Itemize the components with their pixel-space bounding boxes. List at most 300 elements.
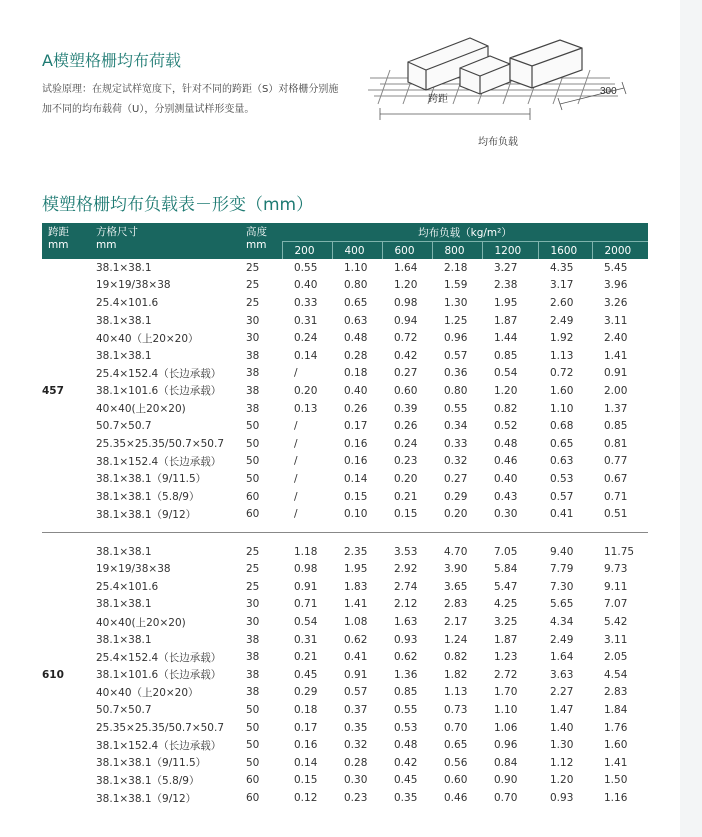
cell-deformation: 9.11	[604, 580, 628, 593]
table-row	[42, 294, 648, 312]
page-side-strip	[680, 0, 702, 837]
cell-deformation: 0.94	[394, 314, 418, 327]
cell-size: 25.4×101.6	[96, 580, 159, 593]
cell-deformation: 1.13	[444, 686, 468, 699]
cell-size: 38.1×38.1（9/11.5）	[96, 473, 207, 486]
cell-deformation: 1.10	[550, 402, 574, 415]
cell-deformation: 0.28	[344, 756, 368, 769]
cell-deformation: 0.24	[394, 437, 418, 450]
cell-deformation: 2.38	[494, 279, 518, 292]
cell-deformation: 2.12	[394, 598, 418, 611]
cell-deformation: 1.59	[444, 279, 468, 292]
cell-height: 30	[246, 616, 260, 629]
cell-deformation: 4.34	[550, 616, 574, 629]
cell-deformation: 0.91	[294, 580, 318, 593]
cell-deformation: 0.48	[394, 739, 418, 752]
cell-deformation: 2.40	[604, 332, 628, 345]
cell-deformation: 0.30	[344, 774, 368, 787]
table-row	[42, 736, 648, 754]
cell-deformation: 0.55	[444, 402, 468, 415]
table-row	[42, 701, 648, 719]
cell-deformation: 0.48	[494, 437, 518, 450]
cell-deformation: 0.23	[344, 792, 368, 805]
cell-deformation: 0.98	[394, 296, 418, 309]
cell-height: 38	[246, 686, 260, 699]
cell-size: 38.1×152.4（长边承载）	[96, 739, 222, 752]
cell-deformation: /	[294, 367, 298, 380]
table-row	[42, 561, 648, 579]
table-title: 模塑格栅均布负载表－形变（mm）	[42, 195, 314, 215]
cell-deformation: 7.30	[550, 580, 574, 593]
cell-deformation: 1.20	[550, 774, 574, 787]
table-row	[42, 470, 648, 488]
cell-deformation: 2.60	[550, 296, 574, 309]
cell-size: 50.7×50.7	[96, 704, 152, 717]
cell-deformation: 0.36	[444, 367, 468, 380]
cell-deformation: 0.53	[550, 472, 574, 485]
cell-deformation: 7.05	[494, 545, 518, 558]
cell-deformation: 1.87	[494, 633, 518, 646]
cell-height: 25	[246, 279, 260, 292]
cell-deformation: 2.83	[444, 598, 468, 611]
cell-deformation: 1.25	[444, 314, 468, 327]
cell-deformation: 0.17	[344, 420, 368, 433]
cell-deformation: 1.23	[494, 651, 518, 664]
cell-height: 38	[246, 367, 260, 380]
cell-deformation: 3.11	[604, 633, 628, 646]
cell-deformation: 5.47	[494, 580, 518, 593]
cell-size: 40×40（上20×20）	[96, 332, 199, 345]
cell-deformation: 0.82	[494, 402, 518, 415]
cell-deformation: 0.31	[294, 314, 318, 327]
cell-deformation: 0.40	[494, 472, 518, 485]
cell-deformation: 0.93	[550, 792, 574, 805]
cell-deformation: 0.29	[294, 686, 318, 699]
header-load-1600: 1600	[538, 242, 592, 260]
cell-height: 50	[246, 756, 260, 769]
cell-deformation: 0.18	[344, 367, 368, 380]
cell-deformation: 0.29	[444, 490, 468, 503]
table-row	[42, 666, 648, 684]
cell-deformation: 0.40	[294, 279, 318, 292]
cell-deformation: 0.84	[494, 756, 518, 769]
cell-deformation: 0.62	[394, 651, 418, 664]
cell-deformation: 1.18	[294, 545, 318, 558]
cell-size: 19×19/38×38	[96, 563, 171, 576]
cell-deformation: 0.20	[444, 508, 468, 521]
cell-deformation: 1.24	[444, 633, 468, 646]
cell-height: 60	[246, 774, 260, 787]
cell-deformation: 3.96	[604, 279, 628, 292]
cell-size: 38.1×38.1	[96, 545, 152, 558]
cell-deformation: 1.37	[604, 402, 628, 415]
cell-deformation: 1.50	[604, 774, 628, 787]
cell-deformation: 1.20	[494, 384, 518, 397]
cell-height: 30	[246, 314, 260, 327]
cell-height: 30	[246, 598, 260, 611]
cell-deformation: 0.30	[494, 508, 518, 521]
cell-deformation: 3.63	[550, 668, 574, 681]
cell-deformation: 3.65	[444, 580, 468, 593]
cell-deformation: 1.87	[494, 314, 518, 327]
cell-deformation: 0.41	[344, 651, 368, 664]
table-row	[42, 312, 648, 330]
cell-deformation: 2.83	[604, 686, 628, 699]
cell-deformation: 0.91	[344, 668, 368, 681]
cell-deformation: 0.91	[604, 367, 628, 380]
cell-deformation: 0.63	[344, 314, 368, 327]
cell-deformation: 0.35	[394, 792, 418, 805]
table-row	[42, 684, 648, 702]
table-row	[42, 453, 648, 471]
cell-deformation: 2.74	[394, 580, 418, 593]
cell-size: 25.4×152.4（长边承载）	[96, 651, 222, 664]
cell-height: 60	[246, 508, 260, 521]
cell-deformation: 0.98	[294, 563, 318, 576]
cell-deformation: 1.40	[550, 721, 574, 734]
table-row	[42, 347, 648, 365]
cell-deformation: 0.28	[344, 349, 368, 362]
cell-deformation: /	[294, 420, 298, 433]
cell-size: 38.1×38.1	[96, 633, 152, 646]
table-row	[42, 596, 648, 614]
cell-size: 38.1×101.6（长边承载）	[96, 669, 222, 682]
cell-deformation: 4.35	[550, 261, 574, 274]
dimension-lines	[380, 82, 626, 120]
cell-deformation: 2.72	[494, 668, 518, 681]
cell-deformation: 0.42	[394, 756, 418, 769]
cell-height: 50	[246, 472, 260, 485]
cell-deformation: 0.54	[494, 367, 518, 380]
header-load-2000: 2000	[592, 242, 648, 260]
cell-deformation: 1.82	[444, 668, 468, 681]
cell-deformation: 0.52	[494, 420, 518, 433]
cell-size: 38.1×38.1	[96, 349, 152, 362]
cell-deformation: 0.53	[394, 721, 418, 734]
header-load-600: 600	[382, 242, 432, 260]
cell-deformation: 0.14	[344, 472, 368, 485]
cell-deformation: 1.84	[604, 704, 628, 717]
header-load-400: 400	[332, 242, 382, 260]
cell-deformation: 0.60	[394, 384, 418, 397]
cell-size: 25.35×25.35/50.7×50.7	[96, 437, 225, 450]
cell-deformation: 4.25	[494, 598, 518, 611]
cell-deformation: 0.33	[444, 437, 468, 450]
cell-deformation: 1.47	[550, 704, 574, 717]
header-load-800: 800	[432, 242, 482, 260]
cell-deformation: 1.92	[550, 332, 574, 345]
cell-size: 38.1×38.1（9/12）	[96, 792, 197, 805]
cell-deformation: 3.17	[550, 279, 574, 292]
table-row	[42, 613, 648, 631]
cell-size: 38.1×38.1（9/11.5）	[96, 757, 207, 770]
cell-deformation: 0.35	[344, 721, 368, 734]
block-gap	[42, 523, 648, 533]
cell-deformation: 1.41	[604, 349, 628, 362]
cell-deformation: 1.60	[550, 384, 574, 397]
cell-size: 19×19/38×38	[96, 279, 171, 292]
cell-size: 50.7×50.7	[96, 420, 152, 433]
cell-deformation: 7.79	[550, 563, 574, 576]
cell-deformation: 9.73	[604, 563, 628, 576]
table-row	[42, 505, 648, 523]
cell-height: 50	[246, 455, 260, 468]
cell-height: 25	[246, 261, 260, 274]
table-row	[42, 543, 648, 561]
cell-deformation: 1.64	[394, 261, 418, 274]
cell-deformation: 1.83	[344, 580, 368, 593]
table-row	[42, 435, 648, 453]
cell-deformation: 0.65	[444, 739, 468, 752]
load-deformation-table	[42, 223, 648, 807]
cell-deformation: 0.72	[550, 367, 574, 380]
cell-size: 38.1×38.1（5.8/9）	[96, 774, 200, 787]
cell-deformation: 0.21	[294, 651, 318, 664]
cell-deformation: 0.68	[550, 420, 574, 433]
cell-deformation: 4.70	[444, 545, 468, 558]
cell-height: 38	[246, 668, 260, 681]
cell-deformation: 1.95	[494, 296, 518, 309]
cell-deformation: 2.49	[550, 633, 574, 646]
table-row	[42, 365, 648, 383]
cell-deformation: 0.14	[294, 756, 318, 769]
cell-deformation: 0.33	[294, 296, 318, 309]
cell-deformation: 0.72	[394, 332, 418, 345]
cell-deformation: 0.82	[444, 651, 468, 664]
cell-deformation: /	[294, 455, 298, 468]
cell-deformation: 0.54	[294, 616, 318, 629]
cell-height: 25	[246, 563, 260, 576]
cell-height: 38	[246, 384, 260, 397]
cell-deformation: 2.05	[604, 651, 628, 664]
cell-deformation: 1.16	[604, 792, 628, 805]
cell-deformation: 0.65	[550, 437, 574, 450]
cell-deformation: 0.18	[294, 704, 318, 717]
cell-deformation: 3.90	[444, 563, 468, 576]
header-height: 高度 mm	[240, 223, 282, 259]
cell-height: 50	[246, 437, 260, 450]
header-load: 均布负载（kg/m²）	[282, 223, 648, 242]
cell-size: 40×40(上20×20)	[96, 403, 186, 416]
cell-deformation: 0.17	[294, 721, 318, 734]
cell-deformation: 5.84	[494, 563, 518, 576]
section-a-title: A模塑格栅均布荷载	[42, 51, 181, 70]
cell-deformation: /	[294, 508, 298, 521]
cell-height: 50	[246, 721, 260, 734]
cell-deformation: 0.12	[294, 792, 318, 805]
illustration-caption: 均布负载	[478, 137, 518, 148]
cell-deformation: 0.13	[294, 402, 318, 415]
table-row	[42, 772, 648, 790]
span-value: 610	[42, 668, 64, 681]
cell-deformation: 1.63	[394, 616, 418, 629]
cell-deformation: 0.40	[344, 384, 368, 397]
cell-size: 25.4×101.6	[96, 296, 159, 309]
cell-deformation: 0.16	[294, 739, 318, 752]
header-span: 跨距 mm	[42, 223, 90, 259]
cell-deformation: 0.20	[394, 472, 418, 485]
table-row	[42, 259, 648, 277]
cell-deformation: 1.20	[394, 279, 418, 292]
cell-deformation: 0.71	[294, 598, 318, 611]
cell-deformation: 0.85	[494, 349, 518, 362]
cell-deformation: 0.62	[344, 633, 368, 646]
cell-deformation: 0.60	[444, 774, 468, 787]
cell-deformation: 0.45	[294, 668, 318, 681]
cell-deformation: 0.34	[444, 420, 468, 433]
cell-size: 38.1×38.1	[96, 261, 152, 274]
cell-deformation: 2.35	[344, 545, 368, 558]
cell-deformation: 1.95	[344, 563, 368, 576]
cell-deformation: 0.73	[444, 704, 468, 717]
cell-deformation: 5.42	[604, 616, 628, 629]
cell-height: 38	[246, 402, 260, 415]
span-value: 457	[42, 384, 64, 397]
cell-height: 30	[246, 332, 260, 345]
cell-deformation: 0.70	[444, 721, 468, 734]
cell-height: 38	[246, 651, 260, 664]
cell-deformation: 0.96	[494, 739, 518, 752]
cell-deformation: 0.31	[294, 633, 318, 646]
cell-deformation: 0.20	[294, 384, 318, 397]
cell-deformation: 2.92	[394, 563, 418, 576]
cell-deformation: 1.08	[344, 616, 368, 629]
cell-size: 38.1×38.1	[96, 314, 152, 327]
cell-deformation: 0.65	[344, 296, 368, 309]
cell-deformation: 0.55	[394, 704, 418, 717]
cell-deformation: 1.13	[550, 349, 574, 362]
cell-deformation: 0.71	[604, 490, 628, 503]
cell-deformation: 1.06	[494, 721, 518, 734]
cell-height: 50	[246, 420, 260, 433]
table-row	[42, 488, 648, 506]
cell-height: 25	[246, 545, 260, 558]
load-blocks	[408, 38, 582, 94]
cell-deformation: 0.16	[344, 455, 368, 468]
cell-deformation: 0.24	[294, 332, 318, 345]
cell-deformation: 0.48	[344, 332, 368, 345]
table-row	[42, 277, 648, 295]
cell-size: 25.4×152.4（长边承载）	[96, 367, 222, 380]
cell-deformation: 4.54	[604, 668, 628, 681]
cell-deformation: 0.14	[294, 349, 318, 362]
cell-deformation: 0.96	[444, 332, 468, 345]
cell-deformation: 0.37	[344, 704, 368, 717]
cell-deformation: 0.15	[294, 774, 318, 787]
cell-size: 40×40（上20×20）	[96, 686, 199, 699]
table-row	[42, 329, 648, 347]
cell-deformation: 0.26	[394, 420, 418, 433]
cell-deformation: 3.26	[604, 296, 628, 309]
cell-size: 25.35×25.35/50.7×50.7	[96, 721, 225, 734]
cell-deformation: 1.76	[604, 721, 628, 734]
cell-deformation: 5.65	[550, 598, 574, 611]
cell-deformation: 0.10	[344, 508, 368, 521]
table-row	[42, 719, 648, 737]
cell-deformation: 0.93	[394, 633, 418, 646]
cell-deformation: 0.27	[394, 367, 418, 380]
cell-deformation: 1.10	[494, 704, 518, 717]
cell-deformation: 9.40	[550, 545, 574, 558]
cell-height: 50	[246, 739, 260, 752]
cell-deformation: 2.27	[550, 686, 574, 699]
table-row	[42, 648, 648, 666]
cell-deformation: 1.64	[550, 651, 574, 664]
cell-deformation: 2.17	[444, 616, 468, 629]
cell-deformation: 0.85	[604, 420, 628, 433]
cell-deformation: 1.41	[344, 598, 368, 611]
cell-deformation: 0.45	[394, 774, 418, 787]
cell-height: 50	[246, 704, 260, 717]
cell-deformation: 0.80	[444, 384, 468, 397]
cell-deformation: 0.67	[604, 472, 628, 485]
cell-height: 38	[246, 349, 260, 362]
span-label: 跨距	[428, 94, 448, 105]
cell-deformation: 0.56	[444, 756, 468, 769]
cell-deformation: 0.90	[494, 774, 518, 787]
cell-height: 38	[246, 633, 260, 646]
cell-deformation: /	[294, 490, 298, 503]
table-row	[42, 578, 648, 596]
table-row	[42, 382, 648, 400]
table-row	[42, 631, 648, 649]
cell-deformation: 0.16	[344, 437, 368, 450]
cell-size: 38.1×38.1（9/12）	[96, 508, 197, 521]
cell-deformation: 1.30	[550, 739, 574, 752]
cell-deformation: 0.15	[344, 490, 368, 503]
cell-deformation: 1.70	[494, 686, 518, 699]
cell-deformation: 0.57	[344, 686, 368, 699]
cell-deformation: 2.49	[550, 314, 574, 327]
cell-deformation: 0.21	[394, 490, 418, 503]
cell-size: 38.1×38.1（5.8/9）	[96, 491, 200, 504]
cell-deformation: 0.15	[394, 508, 418, 521]
cell-deformation: 0.51	[604, 508, 628, 521]
cell-deformation: 0.46	[444, 792, 468, 805]
header-size: 方格尺寸 mm	[90, 223, 240, 259]
cell-deformation: 0.27	[444, 472, 468, 485]
cell-height: 60	[246, 792, 260, 805]
cell-deformation: 1.12	[550, 756, 574, 769]
cell-deformation: /	[294, 437, 298, 450]
cell-deformation: 2.00	[604, 384, 628, 397]
section-a-description: 试验原理：在规定试样宽度下，针对不同的跨距（S）对格栅分别施加不同的均布载荷（U），分别测量试样形变量。	[42, 84, 339, 115]
table-row	[42, 789, 648, 807]
cell-deformation: 0.81	[604, 437, 628, 450]
cell-deformation: 1.44	[494, 332, 518, 345]
header-load-200: 200	[282, 242, 332, 260]
cell-deformation: 1.30	[444, 296, 468, 309]
cell-size: 38.1×152.4（长边承载）	[96, 455, 222, 468]
cell-deformation: 0.55	[294, 261, 318, 274]
cell-deformation: 5.45	[604, 261, 628, 274]
block-divider	[42, 532, 648, 543]
cell-deformation: 7.07	[604, 598, 628, 611]
table-row	[42, 754, 648, 772]
cell-deformation: 0.32	[444, 455, 468, 468]
header-load-1200: 1200	[482, 242, 538, 260]
cell-deformation: 1.10	[344, 261, 368, 274]
cell-deformation: 0.23	[394, 455, 418, 468]
cell-deformation: /	[294, 472, 298, 485]
cell-size: 40×40(上20×20)	[96, 616, 186, 629]
cell-deformation: 3.11	[604, 314, 628, 327]
cell-deformation: 0.57	[444, 349, 468, 362]
cell-deformation: 0.80	[344, 279, 368, 292]
cell-height: 25	[246, 296, 260, 309]
cell-deformation: 0.39	[394, 402, 418, 415]
cell-size: 38.1×101.6（长边承载）	[96, 385, 222, 398]
